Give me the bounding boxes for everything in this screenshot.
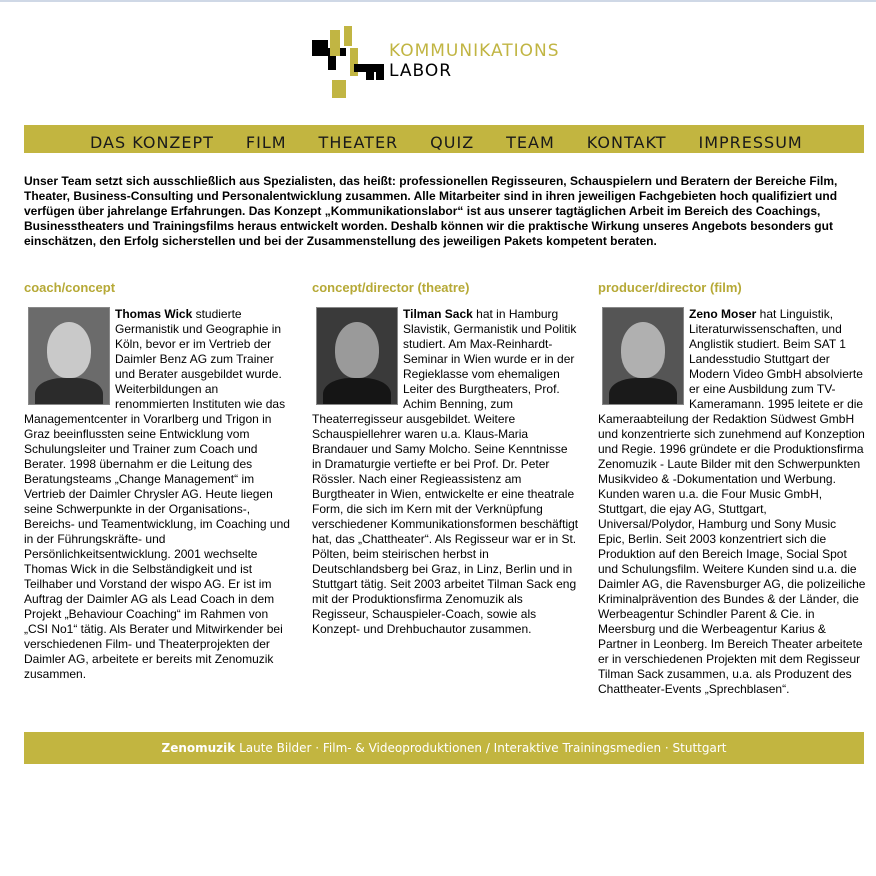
- member-role: concept/director (theatre): [312, 280, 470, 295]
- team-member-card: [312, 280, 580, 637]
- member-name: Zeno Moser: [689, 307, 757, 321]
- nav-item-film[interactable]: FILM: [245, 133, 287, 152]
- nav-item-team[interactable]: TEAM: [506, 133, 555, 152]
- site-logo[interactable]: [310, 24, 590, 102]
- footer-tagline: Laute Bilder · Film- & Videoproduktionen / Interaktive Trainingsmedien · Stuttgart: [235, 741, 727, 755]
- member-photo: [316, 307, 398, 405]
- logo-text-line2: LABOR: [389, 61, 453, 81]
- logo-text-line1: KOMMUNIKATIONS: [389, 41, 560, 61]
- footer-text: [24, 741, 864, 755]
- team-member-card: [24, 280, 292, 682]
- nav-item-quiz[interactable]: QUIZ: [430, 133, 475, 152]
- member-name: Tilman Sack: [403, 307, 473, 321]
- footer-bar: [24, 732, 864, 764]
- nav-item-impressum[interactable]: IMPRESSUM: [698, 133, 803, 152]
- member-role: coach/concept: [24, 280, 116, 295]
- member-bio-text: hat in Hamburg Slavistik, Germanistik und Politik studiert. Am Max-Reinhardt-Seminar in Wien wurde er in der Regieklasse vom ehemaligen Leiter des Burgtheaters, Prof. Achim Benning, zum Theaterregisseur ausgebildet. Weitere Schauspiellehrer waren u.a. Klaus-Maria Brandauer und Samy Molcho. Seine Kenntnisse in Dramaturgie vertiefte er bei Prof. Dr. Peter Rössler. Nach einer Regieassistenz am Burgtheater in Wien, entwickelte er eine theatrale Form, die sich im Kern mit der Verknüpfung verschiedener Kommunikationsformen beschäftigt hat, das „Chattheater“. Als Regisseur war er in St. Pölten, beim steirischen herbst in Deutschlandsberg bei Graz, in Linz, Berlin und in Stuttgart tätig. Seit 2003 arbeitet Tilman Sack eng mit der Produktionsfirma Zenomuzik als Regisseur, Schauspieler-Coach, sowie als Konzept- und Drehbuchautor zusammen.: [312, 307, 579, 636]
- nav-item-kontakt[interactable]: KONTAKT: [586, 133, 667, 152]
- member-photo: [28, 307, 110, 405]
- team-intro-text: Unser Team setzt sich ausschließlich aus Spezialisten, das heißt: professionellen Regisseuren, Schauspielern und Beratern der Bereiche Film, Theater, Business-Consulting und Personalentwicklung zusammen. Alle Mitarbeiter sind in ihren jeweiligen Fachgebieten hoch qualifiziert und verfügen über jahrelange Erfahrungen. Das Konzept „Kommunikationslabor“ ist aus unserer tagtäglichen Arbeit im Bereich des Coachings, Businesstheaters und Trainingsfilms heraus entwickelt worden. Deshalb können wir die praktische Wirkung unseres Angebots besonders gut einschätzen, den Erfolg sicherstellen und bei der Zusammenstellung des jeweiligen Pakets kompetent beraten.: [24, 174, 838, 248]
- nav-item-das-konzept[interactable]: DAS KONZEPT: [90, 133, 214, 152]
- member-photo: [602, 307, 684, 405]
- top-border: [0, 0, 876, 2]
- nav-item-theater[interactable]: THEATER: [318, 133, 399, 152]
- team-member-card: [598, 280, 866, 697]
- footer-brand[interactable]: Zenomuzik: [161, 741, 236, 755]
- member-bio-text: hat Linguistik, Literaturwissenschaften, und Anglistik studiert. Beim SAT 1 Landesstudio Stuttgart der Modern Video GmbH absolvierte er eine Ausbildung zum TV-Kameramann. 1995 leitete er die Kameraabteilung der Redaktion Südwest GmbH und konzentrierte sich zunehmend auf Konzeption und Regie. 1996 gründete er die Produktionsfirma Zenomuzik - Laute Bilder mit den Schwerpunkten Musikvideo & -Dokumentation und Werbung. Kunden waren u.a. die Four Music GmbH, Stuttgart, die ejay AG, Stuttgart, Universal/Polydor, Hamburg und Sony Music Epic, Berlin. Seit 2003 konzentriert sich die Produktion auf den Bereich Image, Social Spot und Schulungsfilm. Weitere Kunden sind u.a. die Daimler AG, die Ravensburger AG, die polizeiliche Kriminalprävention des Bundes & der Länder, die Werbeagentur Schindler Parent & Cie. in Meersburg und die Werbeagentur Karius & Partner in Leonberg. Im Bereich Theater arbeitete er in verschiedenen Projekten mit dem Regisseur Tilman Sack zusammen, u.a. als Produzent des Chattheater-Events „Sprechblasen“.: [598, 307, 866, 696]
- logo-mark-icon: [310, 24, 386, 100]
- main-navigation: [24, 125, 864, 153]
- member-name: Thomas Wick: [115, 307, 193, 321]
- member-bio-text: studierte Germanistik und Geographie in Köln, bevor er im Vertrieb der Daimler Benz AG zum Trainer und Berater ausgebildet wurde. Weiterbildungen an renommierten Instituten wie das Managementcenter in Vorarlberg und Trigon in Graz beeinflussten seine Entwicklung vom Schulungsleiter und Trainer zum Coach und Berater. 1998 übernahm er die Leitung des Beratungsteams „Change Management“ im Vertrieb der Daimler Chrysler AG. Heute liegen seine Schwerpunkte in der Organisations-, Bereichs- und Teamentwicklung, im Coaching und in der Führungskräfte- und Persönlichkeitsentwicklung. 2001 wechselte Thomas Wick in die Selbständigkeit und ist Teilhaber und Vorstand der wispo AG. Er ist im Auftrag der Daimler AG als Lead Coach in dem Projekt „Behaviour Coaching“ im Rahmen von „CSI No1“ tätig. Als Berater und Mitwirkender bei verschiedenen Film- und Theaterprojekten der Daimler AG, arbeitete er bereits mit Zenomuzik zusammen.: [24, 307, 290, 681]
- member-role: producer/director (film): [598, 280, 742, 295]
